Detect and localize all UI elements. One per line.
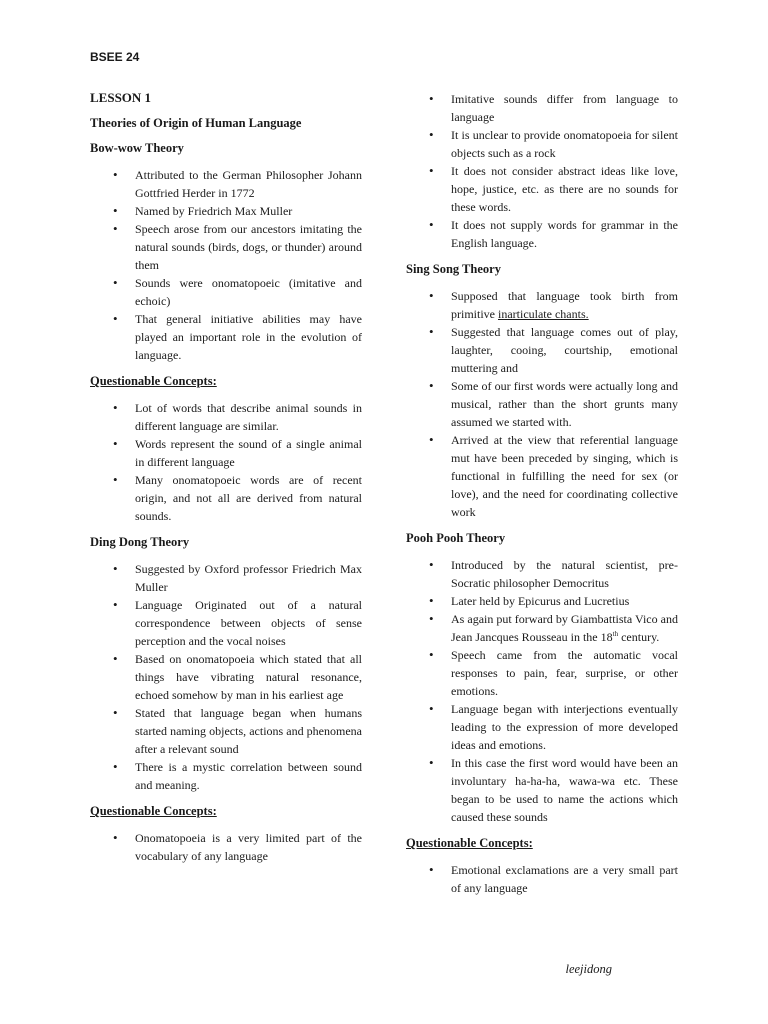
list-item: • Some of our first words were actually long and musical, rather than the short grunts many assumed we started with.: [406, 377, 678, 431]
continued-list: [406, 90, 678, 252]
questionable-list-3: [406, 861, 678, 897]
list-item: • Speech came from the automatic vocal responses to pain, fear, surprise, or other emotions.: [406, 646, 678, 700]
list-item: • Arrived at the view that referential language mut have been preceded by singing, which is functional in fulfilling the need for sex (or love), and the need for coordinating collective work: [406, 431, 678, 521]
right-column: [406, 90, 678, 907]
list-item: • It is unclear to provide onomatopoeia for silent objects such as a rock: [406, 126, 678, 162]
list-item: • Emotional exclamations are a very small part of any language: [406, 861, 678, 897]
poohpooh-list: [406, 556, 678, 826]
list-item: • It does not consider abstract ideas like love, hope, justice, etc. as there are no sounds for these words.: [406, 162, 678, 216]
questionable-heading-2: Questionable Concepts:: [90, 804, 217, 818]
bowwow-list: [90, 166, 362, 364]
poohpooh-heading: Pooh Pooh Theory: [406, 531, 506, 545]
page-title: Theories of Origin of Human Language: [90, 116, 302, 130]
questionable-heading-1: Questionable Concepts:: [90, 374, 217, 388]
list-item: • Onomatopoeia is a very limited part of the vocabulary of any language: [90, 829, 362, 865]
list-item: • Named by Friedrich Max Muller: [90, 202, 362, 220]
list-item: [406, 610, 678, 646]
list-item: • Lot of words that describe animal sounds in different language are similar.: [90, 399, 362, 435]
item-text: As again put forward by Giambattista Vico and Jean Jancques Rousseau in the 18: [451, 612, 678, 644]
list-item: • Sounds were onomatopoeic (imitative and echoic): [90, 274, 362, 310]
list-item: • Speech arose from our ancestors imitating the natural sounds (birds, dogs, or thunder) around them: [90, 220, 362, 274]
document-header: BSEE 24: [90, 50, 140, 64]
singsong-heading: Sing Song Theory: [406, 262, 501, 276]
singsong-list: [406, 287, 678, 521]
list-item: [406, 287, 678, 323]
ordinal-suffix: th: [612, 630, 619, 638]
dingdong-heading: Ding Dong Theory: [90, 535, 190, 549]
list-item: • Suggested by Oxford professor Friedrich Max Muller: [90, 560, 362, 596]
author-signature: leejidong: [565, 962, 612, 976]
left-column: [90, 90, 362, 875]
list-item: • Later held by Epicurus and Lucretius: [406, 592, 678, 610]
dingdong-list: [90, 560, 362, 794]
list-item: • Based on onomatopoeia which stated that all things have vibrating natural resonance, echoed somehow by man in his earliest age: [90, 650, 362, 704]
list-item: • Words represent the sound of a single animal in different language: [90, 435, 362, 471]
list-item: • Many onomatopoeic words are of recent origin, and not all are derived from natural sounds.: [90, 471, 362, 525]
list-item: • Suggested that language comes out of play, laughter, cooing, courtship, emotional muttering and: [406, 323, 678, 377]
lesson-label: LESSON 1: [90, 90, 152, 105]
questionable-list-1: [90, 399, 362, 525]
list-item: • Stated that language began when humans started naming objects, actions and phenomena after a relevant sound: [90, 704, 362, 758]
list-item: • Imitative sounds differ from language to language: [406, 90, 678, 126]
list-item: • Attributed to the German Philosopher Johann Gottfried Herder in 1772: [90, 166, 362, 202]
list-item: • That general initiative abilities may have played an important role in the evolution of language.: [90, 310, 362, 364]
item-text: Supposed that language took birth from primitive: [451, 289, 678, 321]
list-item: • In this case the first word would have been an involuntary ha-ha-ha, wawa-wa etc. These began to be used to name the actions which caused these sounds: [406, 754, 678, 826]
questionable-list-2: [90, 829, 362, 865]
underlined-text: inarticulate chants.: [498, 307, 589, 321]
list-item: • It does not supply words for grammar in the English language.: [406, 216, 678, 252]
questionable-heading-3: Questionable Concepts:: [406, 836, 533, 850]
list-item: • There is a mystic correlation between sound and meaning.: [90, 758, 362, 794]
bowwow-heading: Bow-wow Theory: [90, 141, 184, 155]
list-item: • Language Originated out of a natural correspondence between objects of sense perception and the vocal noises: [90, 596, 362, 650]
item-text: century.: [618, 630, 660, 644]
list-item: • Language began with interjections eventually leading to the expression of more developed ideas and emotions.: [406, 700, 678, 754]
list-item: • Introduced by the natural scientist, pre-Socratic philosopher Democritus: [406, 556, 678, 592]
